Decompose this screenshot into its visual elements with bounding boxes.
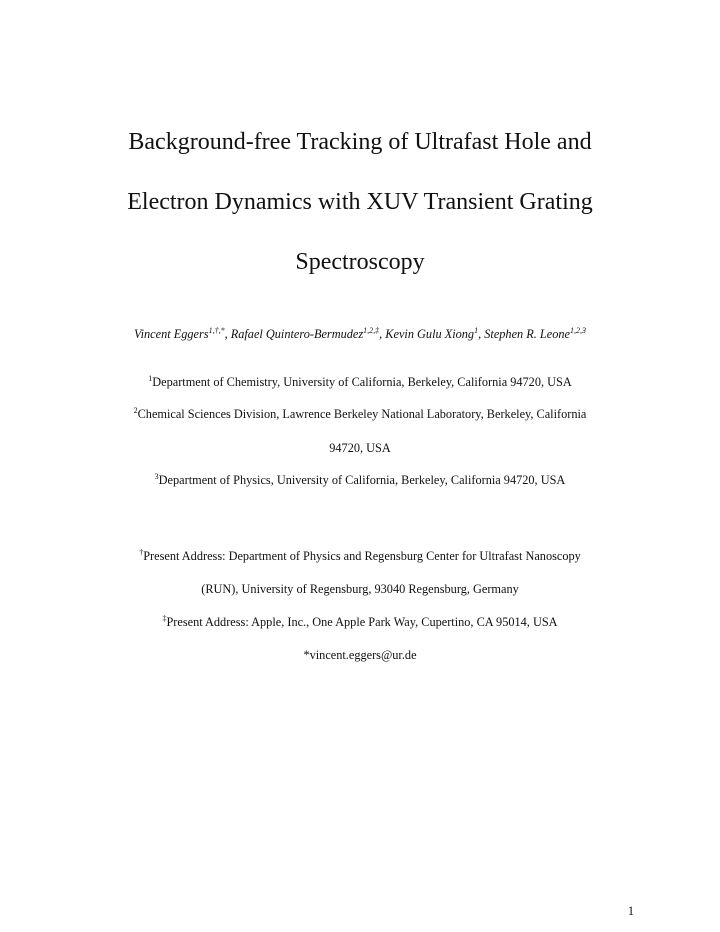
present-address-1 bbox=[40, 547, 680, 565]
affiliation-3 bbox=[40, 471, 680, 489]
author-affiliation-marker: 1 bbox=[474, 326, 479, 335]
author-name: Kevin Gulu Xiong bbox=[385, 327, 475, 341]
present-address-marker: ‡ bbox=[162, 614, 167, 623]
paper-title-line-2: Electron Dynamics with XUV Transient Grating bbox=[127, 189, 593, 215]
paper-title-line-3: Spectroscopy bbox=[295, 249, 425, 275]
present-address-2 bbox=[40, 613, 680, 631]
affiliation-2 bbox=[40, 405, 680, 423]
present-address-marker: † bbox=[139, 548, 144, 557]
affiliation-2-continued: 94720, USA bbox=[329, 441, 391, 455]
author-separator: , bbox=[379, 327, 386, 341]
present-address-1-continued: (RUN), University of Regensburg, 93040 Regensburg, Germany bbox=[201, 582, 519, 596]
author-list bbox=[40, 325, 680, 343]
affiliation-text: Department of Chemistry, University of California, Berkeley, California 94720, USA bbox=[152, 375, 572, 389]
corresponding-email: *vincent.eggers@ur.de bbox=[303, 648, 417, 662]
author-affiliation-marker: 1,2,3 bbox=[569, 326, 586, 335]
affiliation-text: Department of Physics, University of California, Berkeley, California 94720, USA bbox=[158, 473, 566, 487]
affiliation-marker: 2 bbox=[133, 406, 138, 415]
paper-title-line-1: Background-free Tracking of Ultrafast Hole and bbox=[128, 129, 592, 155]
author-name: Stephen R. Leone bbox=[484, 327, 570, 341]
author-name: Rafael Quintero-Bermudez bbox=[230, 327, 364, 341]
author-separator: , bbox=[224, 327, 231, 341]
affiliation-1 bbox=[40, 373, 680, 391]
author-name: Vincent Eggers bbox=[134, 327, 209, 341]
present-address-text: Present Address: Apple, Inc., One Apple Park Way, Cupertino, CA 95014, USA bbox=[166, 615, 558, 629]
page-number: 1 bbox=[627, 904, 634, 918]
affiliation-marker: 1 bbox=[148, 374, 153, 383]
author-separator: , bbox=[478, 327, 485, 341]
affiliation-marker: 3 bbox=[154, 472, 159, 481]
affiliation-text: Chemical Sciences Division, Lawrence Berkeley National Laboratory, Berkeley, California bbox=[137, 407, 587, 421]
author-affiliation-marker: 1,†,* bbox=[208, 326, 225, 335]
present-address-text: Present Address: Department of Physics and Regensburg Center for Ultrafast Nanoscopy bbox=[143, 549, 581, 563]
author-affiliation-marker: 1,2,‡ bbox=[363, 326, 380, 335]
